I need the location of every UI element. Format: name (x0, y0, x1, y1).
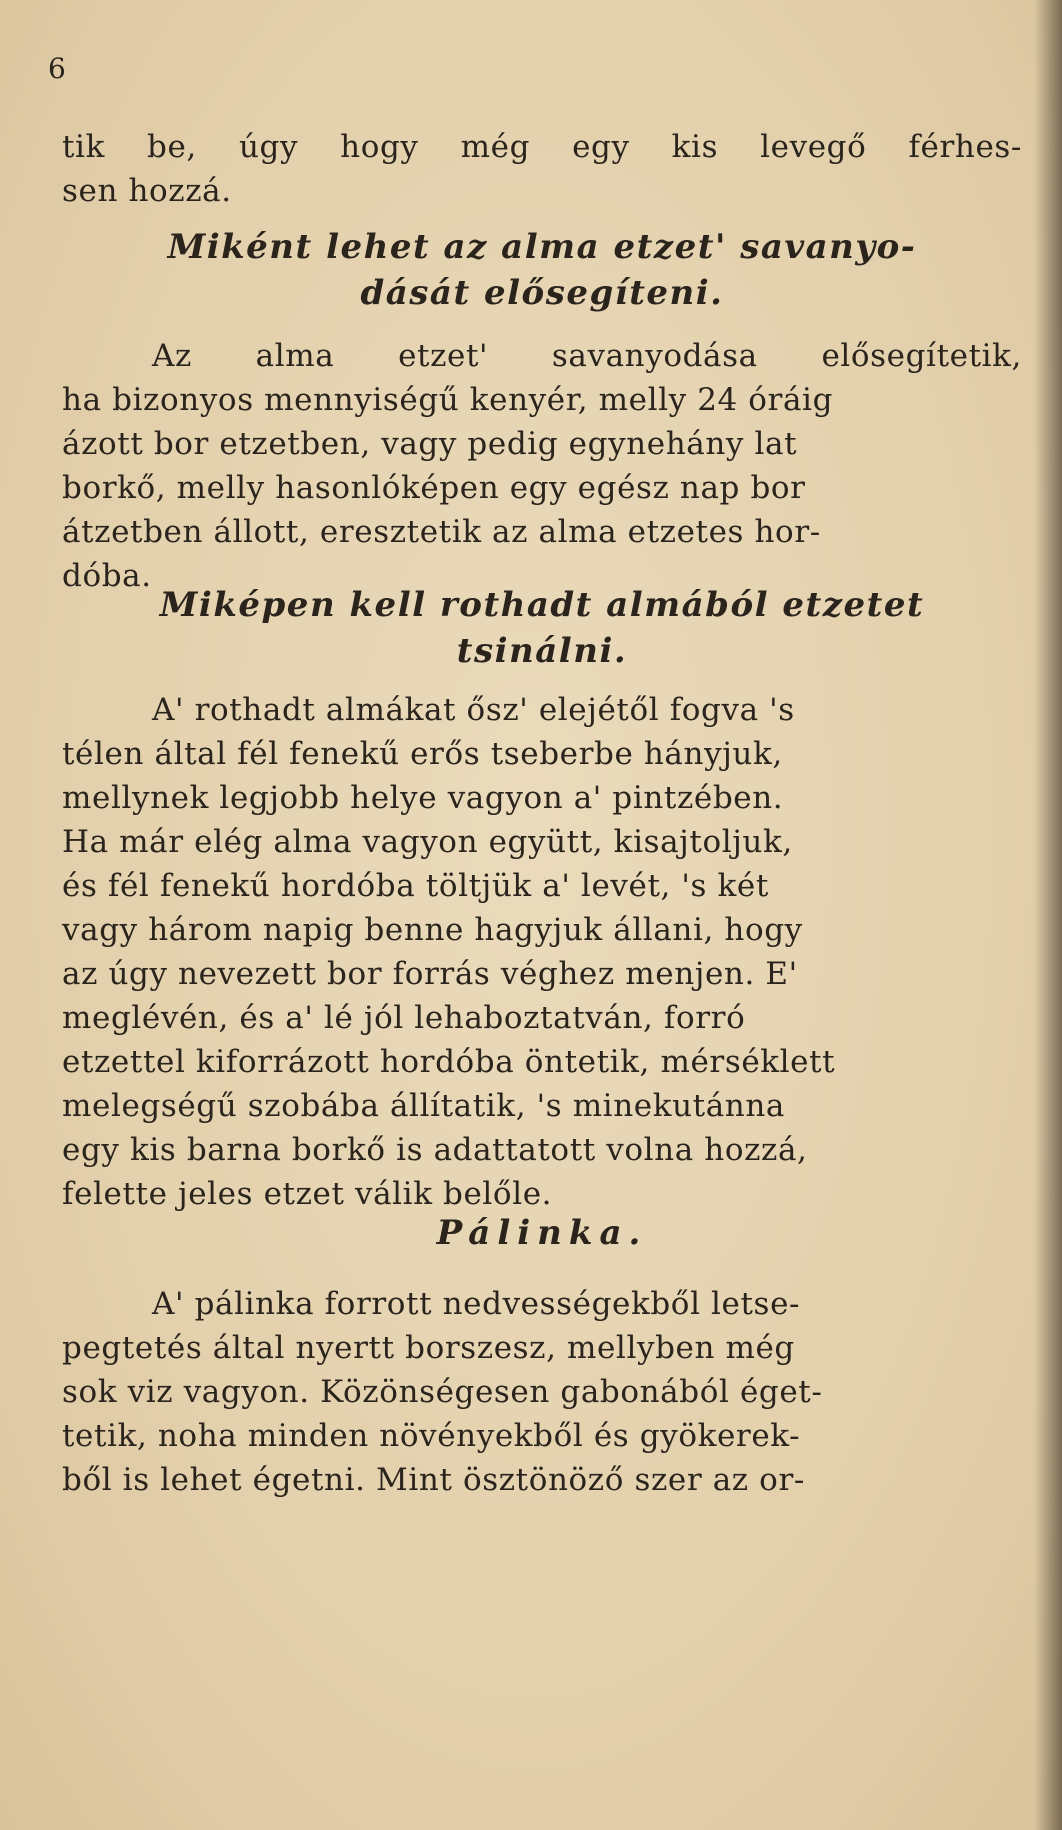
text-line: Az alma etzet' savanyodása elősegítetik, (152, 338, 1022, 374)
text-line: A' pálinka forrott nedvességekből letse- (152, 1286, 801, 1322)
paragraph-rothadt-alma (62, 688, 1022, 1216)
text-line: tik be, úgy hogy még egy kis levegő férhes- (62, 129, 1022, 165)
heading-line: Pálinka. (436, 1213, 648, 1253)
page-gutter-shadow (1034, 0, 1062, 1830)
text-line: az úgy nevezett bor forrás véghez menjen. E' (62, 956, 798, 992)
heading-line: tsinálni. (456, 631, 628, 671)
heading-line: Miként lehet az alma etzet' savanyo- (167, 227, 917, 267)
page-number: 6 (48, 52, 66, 85)
text-line: etzettel kiforrázott hordóba öntetik, mérséklett (62, 1044, 836, 1080)
text-line: melegségű szobába állítatik, 's minekutánna (62, 1088, 786, 1124)
heading-line: Miképen kell rothadt almából etzetet (159, 585, 925, 625)
text-line: ha bizonyos mennyiségű kenyér, melly 24 óráig (62, 382, 834, 418)
section-heading-rothadt-alma (62, 582, 1022, 674)
text-line: ázott bor etzetben, vagy pedig egynehány lat (62, 426, 798, 462)
text-line: tetik, noha minden növényekből és gyökerek- (62, 1418, 801, 1454)
text-line: borkő, melly hasonlóképen egy egész nap bor (62, 470, 806, 506)
text-line: meglévén, és a' lé jól lehaboztatván, forró (62, 1000, 746, 1036)
section-heading-palinka (62, 1210, 1022, 1256)
paragraph-alma-etzet (62, 334, 1022, 598)
text-line: sok viz vagyon. Közönségesen gabonából éget- (62, 1374, 823, 1410)
text-line: ből is lehet égetni. Mint ösztönöző szer az or- (62, 1462, 805, 1498)
text-line: télen által fél fenekű erős tseberbe hányjuk, (62, 736, 783, 772)
text-line: mellynek legjobb helye vagyon a' pintzében. (62, 780, 784, 816)
text-line: Ha már elég alma vagyon együtt, kisajtoljuk, (62, 824, 793, 860)
text-line: dóba. (62, 558, 152, 594)
paragraph-palinka (62, 1282, 1022, 1502)
section-heading-alma-etzet (62, 224, 1022, 316)
fragment-paragraph (62, 125, 1022, 213)
text-line: vagy három napig benne hagyjuk állani, hogy (62, 912, 803, 948)
text-line: egy kis barna borkő is adattatott volna hozzá, (62, 1132, 808, 1168)
text-line: sen hozzá. (62, 173, 232, 209)
text-line: A' rothadt almákat ősz' elejétől fogva 's (152, 692, 795, 728)
text-line: átzetben állott, eresztetik az alma etzetes hor- (62, 514, 821, 550)
text-line: pegtetés által nyertt borszesz, mellyben még (62, 1330, 795, 1366)
text-line: felette jeles etzet válik belőle. (62, 1176, 553, 1212)
text-line: és fél fenekű hordóba töltjük a' levét, 's két (62, 868, 769, 904)
heading-line: dását elősegíteni. (360, 273, 724, 313)
